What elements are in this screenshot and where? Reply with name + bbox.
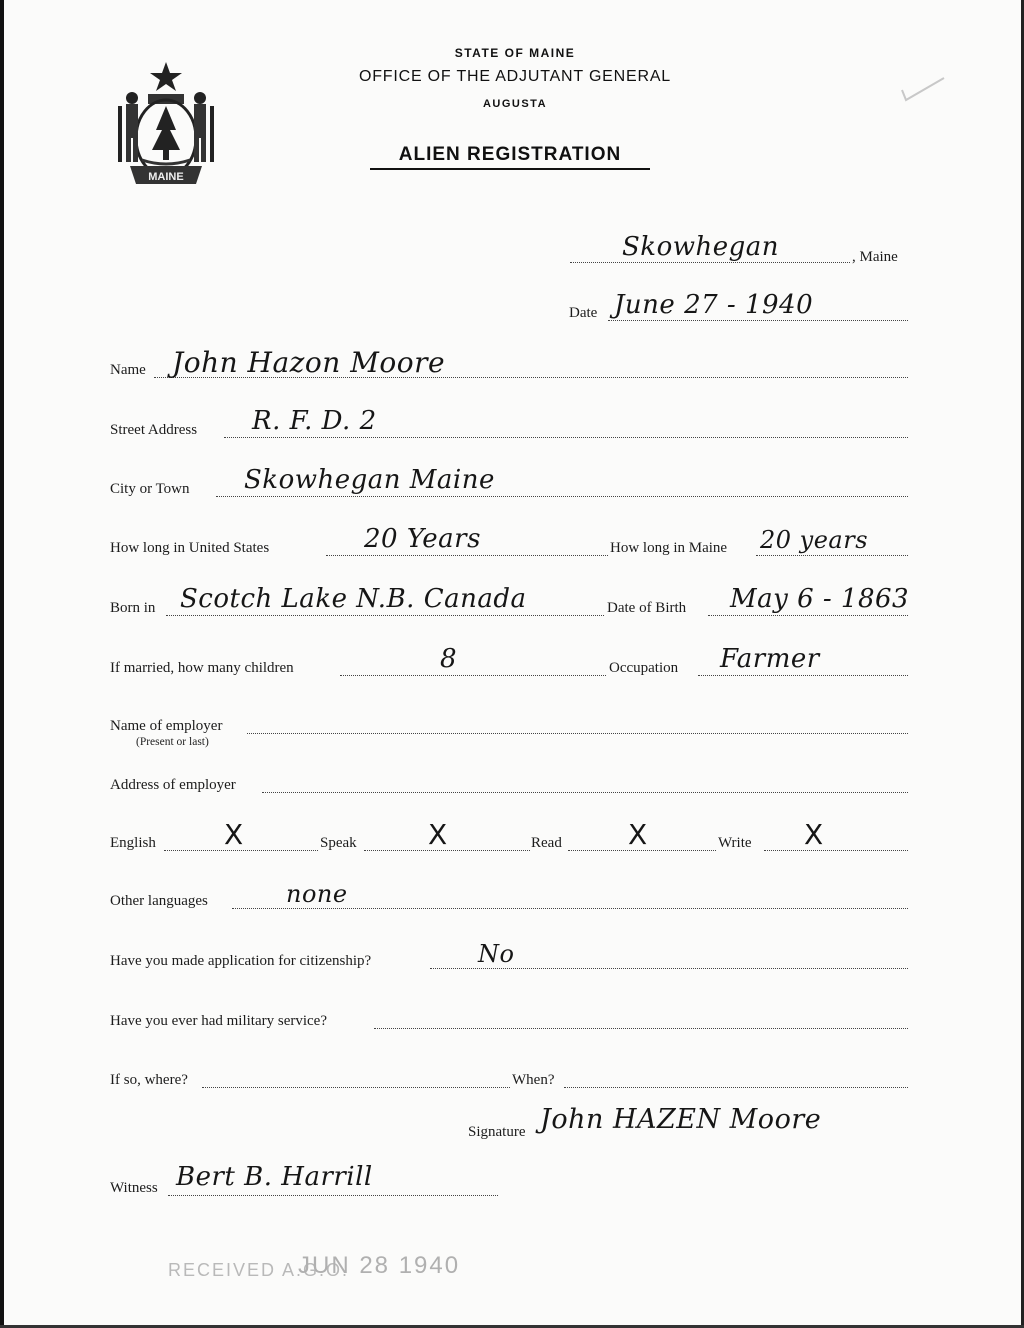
name-label: Name xyxy=(110,362,146,378)
children-value: 8 xyxy=(440,644,458,674)
city-value: Skowhegan Maine xyxy=(244,465,495,495)
dob-value: May 6 - 1863 xyxy=(730,584,910,614)
witness-value: Bert B. Harrill xyxy=(176,1162,373,1192)
born-value: Scotch Lake N.B. Canada xyxy=(180,584,527,614)
form-title: ALIEN REGISTRATION xyxy=(398,144,622,165)
header-office: OFFICE OF THE ADJUTANT GENERAL xyxy=(358,68,672,85)
read-mark: X xyxy=(628,818,648,851)
military-label: Have you ever had military service? xyxy=(110,1013,327,1029)
employer-sub-label: (Present or last) xyxy=(136,736,209,748)
witness-label: Witness xyxy=(110,1180,158,1196)
place-value: Skowhegan xyxy=(622,232,779,262)
header-state: STATE OF MAINE xyxy=(454,46,576,60)
title-underline xyxy=(370,168,650,170)
other-languages-value: none xyxy=(286,880,348,908)
maine-value: 20 years xyxy=(760,526,869,554)
received-stamp: RECEIVED A.G.O. xyxy=(168,1260,350,1280)
citizenship-value: No xyxy=(478,940,515,968)
children-label: If married, how many children xyxy=(110,660,294,676)
place-suffix: , Maine xyxy=(852,249,898,265)
english-mark: X xyxy=(224,818,244,851)
write-label: Write xyxy=(718,835,752,851)
when-label: When? xyxy=(512,1072,555,1088)
occupation-value: Farmer xyxy=(720,644,820,674)
speak-label: Speak xyxy=(320,835,357,851)
other-languages-label: Other languages xyxy=(110,893,208,909)
occupation-label: Occupation xyxy=(609,660,679,676)
name-value: John Hazon Moore xyxy=(172,346,446,379)
received-stamp-date: JUN 28 1940 xyxy=(298,1252,461,1279)
citizenship-label: Have you made application for citizenship? xyxy=(110,953,372,969)
state-seal-icon xyxy=(112,56,220,188)
employer-address-label: Address of employer xyxy=(110,777,236,793)
city-label: City or Town xyxy=(110,481,190,497)
check-mark-icon xyxy=(898,72,948,104)
street-label: Street Address xyxy=(110,422,198,438)
where-label: If so, where? xyxy=(110,1072,188,1088)
date-label: Date xyxy=(569,305,598,321)
employer-label: Name of employer xyxy=(110,718,223,734)
read-label: Read xyxy=(531,835,562,851)
scan-edge-left xyxy=(0,0,4,1328)
maine-label: How long in Maine xyxy=(610,540,728,556)
english-label: English xyxy=(110,835,156,851)
write-mark: X xyxy=(804,818,824,851)
header-city: AUGUSTA xyxy=(482,98,548,110)
us-label: How long in United States xyxy=(110,540,270,556)
born-label: Born in xyxy=(110,600,156,616)
signature-value: John HAZEN Moore xyxy=(540,1104,822,1135)
us-value: 20 Years xyxy=(364,524,481,554)
street-value: R. F. D. 2 xyxy=(252,406,377,436)
svg-text:MAINE: MAINE xyxy=(148,171,184,183)
dob-label: Date of Birth xyxy=(607,600,687,616)
date-value: June 27 - 1940 xyxy=(614,290,814,320)
speak-mark: X xyxy=(428,818,448,851)
signature-label: Signature xyxy=(468,1124,526,1140)
